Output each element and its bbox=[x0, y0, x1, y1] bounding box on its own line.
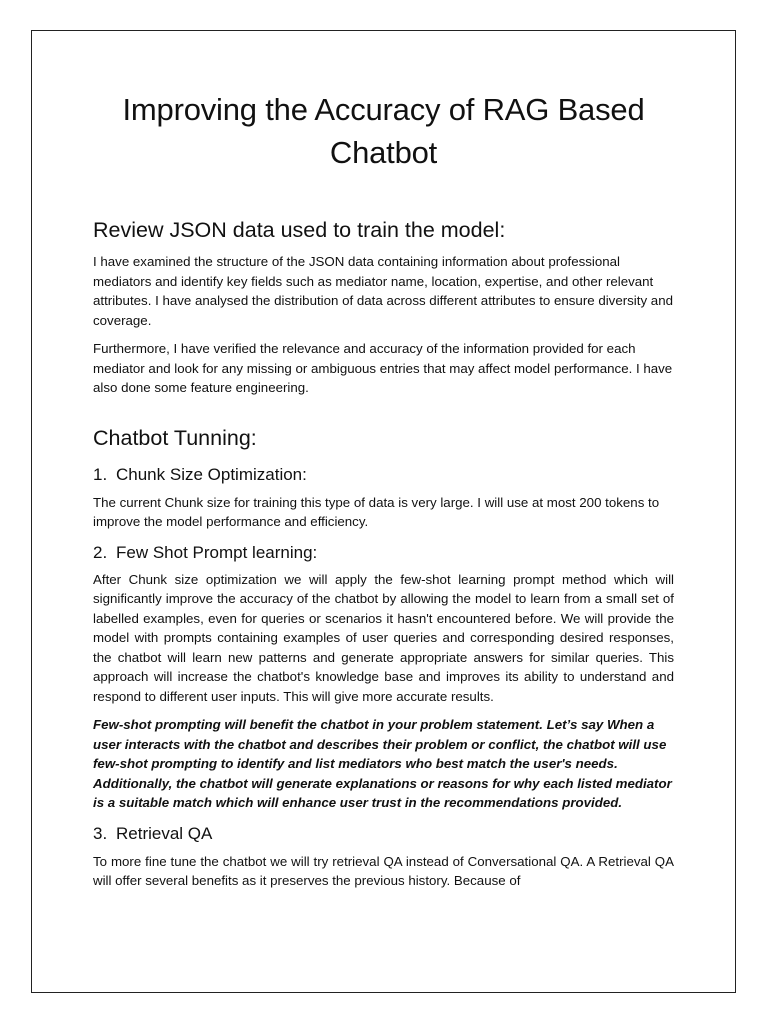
few-shot-paragraph: After Chunk size optimization we will apply the few-shot learning prompt method which will significantly improve the accuracy of the chatbot by allowing the model to learn from a small set of labelled examples, even for queries or scenarios it hasn't encountered before. We will provide the model with prompts containing examples of user queries and corresponding desired responses, the chatbot will learn new patterns and generate appropriate answers for similar queries. This approach will increase the chatbot's knowledge base and improves its ability to understand and respond to different user inputs. This will give more accurate results. bbox=[93, 571, 674, 704]
subheading-chunk-size bbox=[93, 464, 674, 486]
subheading-number: 2. bbox=[93, 542, 108, 562]
subheading-title: Retrieval QA bbox=[116, 823, 213, 843]
subheading-title: Few Shot Prompt learning: bbox=[116, 542, 318, 562]
document-title: Improving the Accuracy of RAG Based Chatbot bbox=[122, 92, 645, 170]
document-content bbox=[93, 88, 674, 891]
section-heading-review: Review JSON data used to train the model: bbox=[93, 218, 506, 242]
subheading-few-shot bbox=[93, 542, 674, 564]
chunk-size-paragraph: The current Chunk size for training this type of data is very large. I will use at most 200 tokens to improve the model performance and efficiency. bbox=[93, 494, 660, 529]
review-paragraph-2: Furthermore, I have verified the relevance and accuracy of the information provided for each mediator and look for any missing or ambiguous entries that may affect model performance. I have also done some feature engineering. bbox=[93, 341, 673, 395]
subheading-number: 3. bbox=[93, 823, 108, 843]
subheading-retrieval-qa bbox=[93, 823, 674, 845]
subheading-number: 1. bbox=[93, 464, 108, 484]
review-paragraph-1: I have examined the structure of the JSON data containing information about professional mediators and identify key fields such as mediator name, location, expertise, and other relevant attributes. I have analysed the distribution of data across different attributes to ensure diversity and coverage. bbox=[93, 254, 673, 328]
subheading-title: Chunk Size Optimization: bbox=[116, 464, 307, 484]
retrieval-qa-paragraph: To more fine tune the chatbot we will try retrieval QA instead of Conversational QA. A Retrieval QA will offer several benefits as it preserves the previous history. Because of bbox=[93, 853, 674, 888]
few-shot-emphasis-paragraph: Few-shot prompting will benefit the chatbot in your problem statement. Let’s say When a user interacts with the chatbot and describes their problem or conflict, the chatbot will use few-shot prompting to identify and list mediators who best match the user's needs. Additionally, the chatbot will generate explanations or reasons for why each listed mediator is a suitable match which will enhance user trust in the recommendations provided. bbox=[93, 717, 672, 810]
section-heading-tuning: Chatbot Tunning: bbox=[93, 425, 257, 450]
